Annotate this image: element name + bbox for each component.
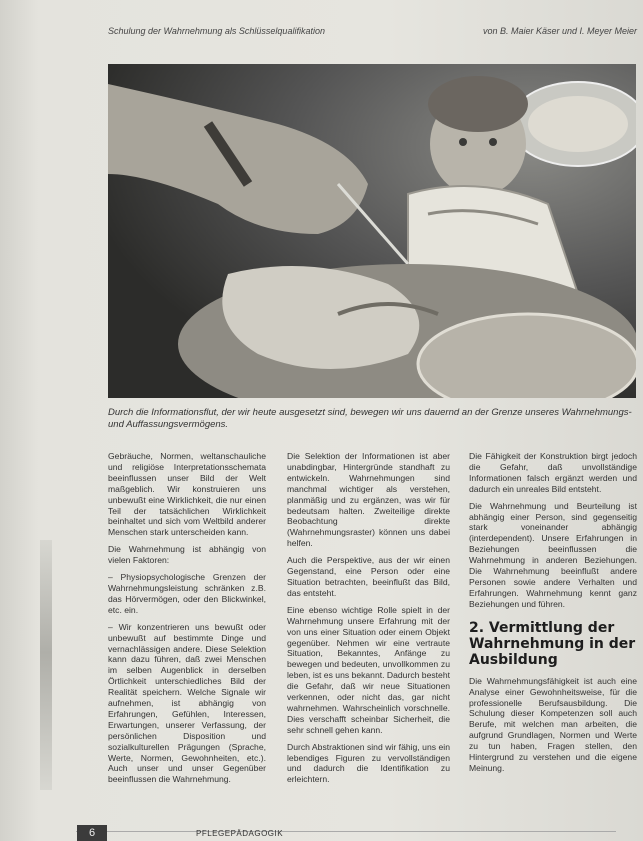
paragraph: – Wir konzentrieren uns bewußt oder unbewußt auf bestimmte Dinge und vernachlässigen andere. Diese Selektion kann dazu führen, daß zwei Menschen im selben Augenblick in derselben Örtlichkeit unterschiedliches Bild der Realität speichern. Welche Signale wir aufnehmen, ist abhängig von Erfahrungen, Gefühlen, Interessen, Erwartungen, unserer Verfassung, der persönlichen Disposition und sozialkulturellen Prägungen (Sprache, Werte, Normen, Gewohnheiten, etc.). Auch unser und unser Gegenüber beeinflussen die Wahrnehmung. (108, 621, 266, 785)
photo-illustration (108, 64, 636, 398)
photo-caption: Durch die Informationsflut, der wir heute ausgesetzt sind, bewegen wir uns dauernd an der Grenze unseres Wahrnehmungs- und Auffassungsvermögens. (108, 407, 632, 430)
running-header (108, 26, 637, 40)
paragraph: Die Wahrnehmung und Beurteilung ist abhängig einer Person, sind gegenseitig stark voneinander abhängig (interdependent). Unsere Erfahrungen in Beziehungen beeinflussen die Wahrnehmung in anderen Beziehungen. Die Wahrnehmung beeinflußt andere Personen sowie andere Verhalten und Erfahrungen. Wahrnehmung kennt ganz Beziehungen und führen. (469, 500, 637, 609)
text-column-2 (287, 451, 450, 791)
paragraph: Die Selektion der Informationen ist aber unabdingbar, Hintergründe standhaft zu entwickeln. Wahrnehmungen sind manchmal wichtiger als verstehen, planmäßig und zu ergänzen, was wir für bedeutsam halten. Zweiteilige direkte Beobachtung direkte (Wahrnehmungsraster) können uns dabei helfen. (287, 451, 450, 549)
header-authors: von B. Maier Käser und I. Meyer Meier (482, 26, 637, 36)
paragraph: Gebräuche, Normen, weltanschauliche und religiöse Interpretationsschemata beeinflussen unser Bild der Welt maßgeblich. Wir konstruieren uns unbewußt eine Wirklichkeit, die nur einen Teil der tatsächlichen Wirklichkeit beinhaltet und sich vom Weltbild anderer Menschen stark unterscheiden kann. (108, 451, 266, 538)
header-title: Schulung der Wahrnehmung als Schlüsselqualifikation (108, 26, 325, 36)
text-column-3 (469, 451, 637, 780)
journal-logo: PFLEGEPÄDAGOGIK (196, 829, 284, 838)
binding-shadow (40, 540, 52, 790)
paragraph: Eine ebenso wichtige Rolle spielt in der Wahrnehmung unsere Erfahrung mit der von uns einer Situation oder einem Objekt gegenüber. Nehmen wir eine vertraute Situation, Bekanntes, Anfänge zu bewegen und bedeuten, unvollkommen zu leben, ist es uns bekannt. Dadurch besteht die Gefahr, daß wir neue Situationen verkennen, oder nicht das, gar nicht wahrnehmen. Wahrscheinlich vorschnelle. Dies verschafft scheinbar Sicherheit, die sehr schnell gehen kann. (287, 604, 450, 735)
paragraph: – Physiopsychologische Grenzen der Wahrnehmungsleistung schränken z.B. das Hörvermögen, oder den Blickwinkel, etc. ein. (108, 572, 266, 615)
text-column-1 (108, 451, 266, 791)
section-heading: 2. Vermittlung der Wahrnehmung in der Ausbildung (469, 619, 636, 668)
photo-child-and-hand (108, 64, 636, 398)
page-number: 6 (77, 825, 107, 841)
paragraph: Die Wahrnehmung ist abhängig von vielen Faktoren: (108, 544, 266, 566)
paragraph: Die Fähigkeit der Konstruktion birgt jedoch die Gefahr, daß unvollständige Informationen falsch ergänzt werden und dadurch ein unreales Bild entsteht. (469, 451, 637, 494)
paragraph: Die Wahrnehmungsfähigkeit ist auch eine Analyse einer Gewohnheitsweise, für die professionelle Berufsausbildung. Die Schulung dieser Kompetenzen soll auch Berufe, mit welchen man arbeiten, die aufgrund Grundlagen, Normen und Werte zu tun haben, Fragen stellen, den Hintergrund zu verstehen und die eigene Meinung. (469, 675, 637, 773)
paragraph: Auch die Perspektive, aus der wir einen Gegenstand, eine Person oder eine Situation betrachten, beeinflußt das Bild, das entsteht. (287, 555, 450, 598)
paragraph: Durch Abstraktionen sind wir fähig, uns ein lebendiges Figuren zu vervollständigen und dadurch die Identifikation zu erleichtern. (287, 741, 450, 785)
footer-rule (76, 831, 616, 832)
